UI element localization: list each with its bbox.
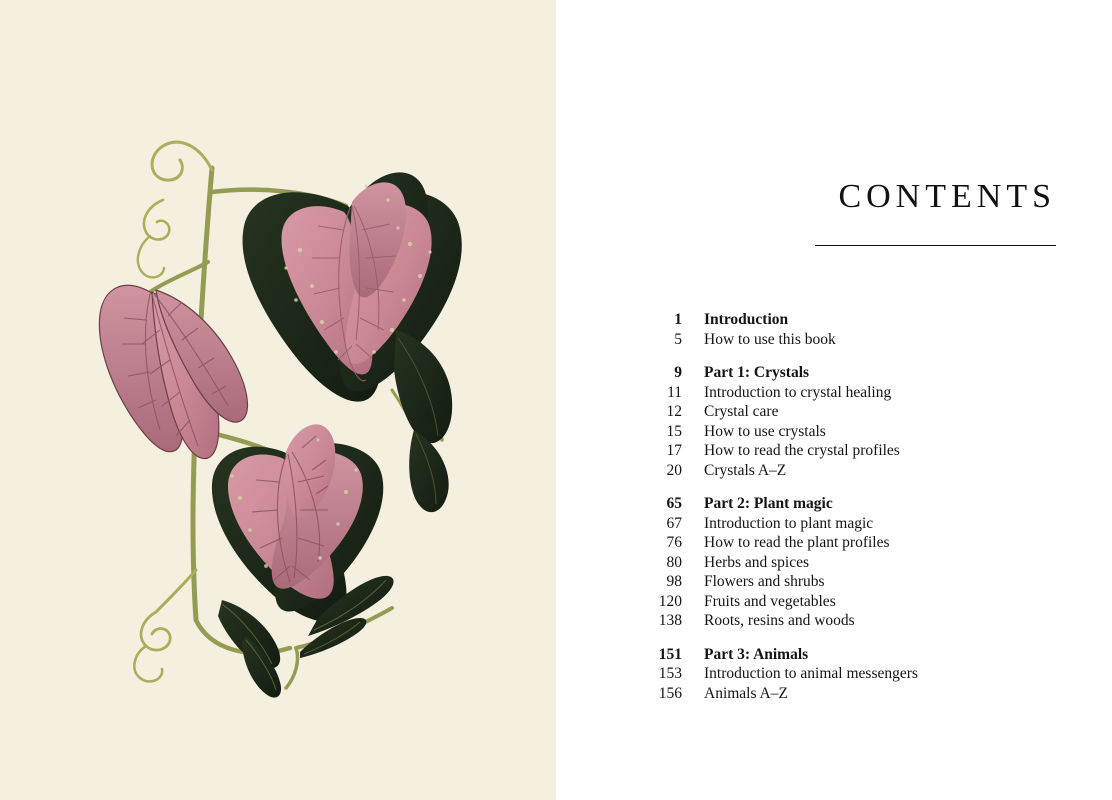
- toc-entry-label: Roots, resins and woods: [704, 612, 855, 629]
- toc-entry-row[interactable]: [644, 441, 1064, 461]
- toc-entry-label: Part 3: Animals: [704, 645, 809, 663]
- toc-page-number: 80: [666, 553, 682, 571]
- toc-entry-label: How to use this book: [704, 330, 836, 348]
- table-of-contents: [644, 310, 1064, 703]
- toc-page-number: 67: [666, 514, 682, 532]
- toc-page-number: 156: [658, 684, 682, 702]
- toc-entry-label: Crystals A–Z: [704, 461, 787, 479]
- toc-page-number: 98: [666, 573, 682, 590]
- toc-entry-label: How to read the plant profiles: [704, 534, 890, 551]
- toc-page-number: 15: [666, 422, 682, 440]
- toc-entry-label: Introduction to crystal healing: [704, 383, 892, 401]
- toc-page-number: 138: [658, 612, 682, 629]
- toc-entry-row[interactable]: [644, 330, 1064, 350]
- toc-entry-row[interactable]: [644, 402, 1064, 422]
- toc-page-number: 153: [658, 665, 682, 682]
- toc-entry-label: Fruits and vegetables: [704, 592, 836, 610]
- toc-entry-row[interactable]: [644, 592, 1064, 612]
- toc-entry-row[interactable]: [644, 533, 1064, 553]
- toc-page-number: 11: [667, 383, 682, 401]
- toc-group: [644, 494, 1064, 631]
- toc-page-number: 5: [674, 330, 682, 348]
- toc-entry-row[interactable]: [644, 514, 1064, 534]
- toc-entry-label: Animals A–Z: [704, 684, 788, 702]
- toc-page-number: 151: [658, 645, 682, 663]
- toc-entry-label: Introduction to plant magic: [704, 514, 874, 532]
- toc-page-number: 65: [666, 495, 682, 512]
- toc-entry-row[interactable]: [644, 383, 1064, 403]
- toc-entry-row[interactable]: [644, 611, 1064, 631]
- toc-entry-label: How to read the crystal profiles: [704, 442, 900, 459]
- toc-group: [644, 363, 1064, 480]
- toc-page-number: 17: [666, 442, 682, 459]
- toc-entry-label: Flowers and shrubs: [704, 573, 825, 590]
- toc-entry-label: How to use crystals: [704, 422, 826, 440]
- toc-page-number: 9: [674, 364, 682, 381]
- right-page-contents: [556, 0, 1112, 800]
- toc-entry-label: Crystal care: [704, 403, 779, 420]
- toc-page-number: 120: [658, 592, 682, 610]
- toc-entry-row[interactable]: [644, 422, 1064, 442]
- toc-group: [644, 310, 1064, 349]
- toc-entry-row[interactable]: [644, 553, 1064, 573]
- toc-entry-row[interactable]: [644, 461, 1064, 481]
- toc-page-number: 20: [666, 461, 682, 479]
- toc-page-number: 1: [674, 311, 682, 328]
- toc-entry-label: Introduction: [704, 311, 789, 328]
- toc-entry-label: Introduction to animal messengers: [704, 665, 918, 682]
- toc-page-number: 12: [666, 403, 682, 420]
- toc-part-row[interactable]: [644, 645, 1064, 665]
- toc-page-number: 76: [666, 534, 682, 551]
- page-title: CONTENTS: [838, 178, 1056, 215]
- toc-entry-label: Part 2: Plant magic: [704, 495, 833, 512]
- toc-group: [644, 645, 1064, 704]
- toc-part-row[interactable]: [644, 494, 1064, 514]
- toc-entry-label: Part 1: Crystals: [704, 364, 810, 381]
- toc-entry-row[interactable]: [644, 664, 1064, 684]
- leaf-left: [99, 285, 247, 458]
- title-divider: [815, 245, 1056, 246]
- toc-part-row[interactable]: [644, 310, 1064, 330]
- toc-entry-label: Herbs and spices: [704, 553, 810, 571]
- toc-entry-row[interactable]: [644, 684, 1064, 704]
- toc-part-row[interactable]: [644, 363, 1064, 383]
- toc-entry-row[interactable]: [644, 572, 1064, 592]
